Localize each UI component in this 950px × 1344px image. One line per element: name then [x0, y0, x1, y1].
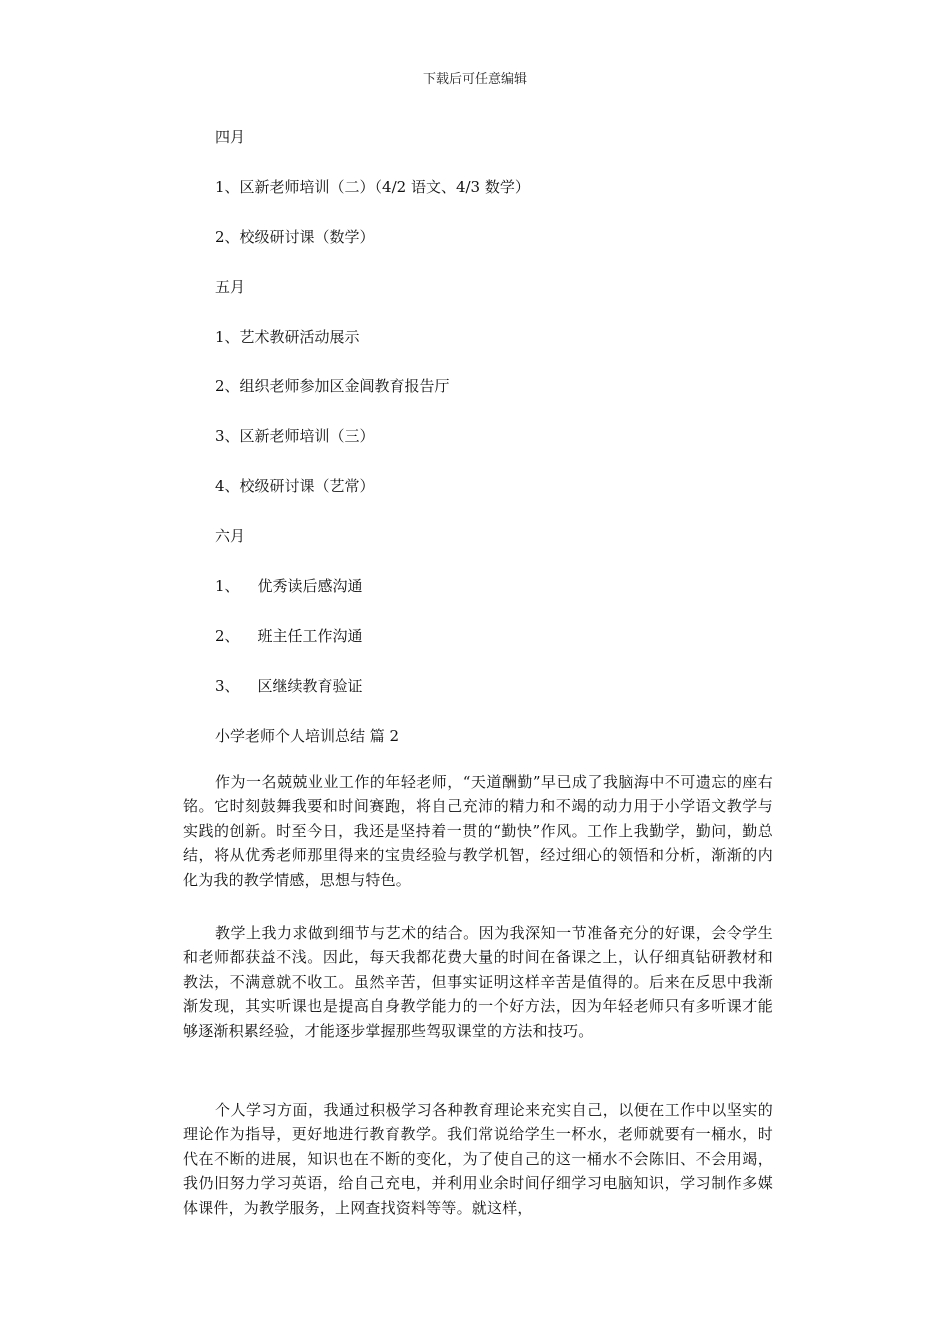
body-paragraph-1: 作为一名兢兢业业工作的年轻老师，“天道酬勤”早已成了我脑海中不可遗忘的座右铭。它时刻鼓舞我要和时间赛跑，将自己充沛的精力和不竭的动力用于小学语文教学与实践的创新。时至今日，我还是坚持着一贯的“勤快”作风。工作上我勤学，勤问，勤总结，将从优秀老师那里得来的宝贵经验与教学机智，经过细心的领悟和分析，渐渐的内化为我的教学情感，思想与特色。: [183, 773, 773, 889]
june-item-1: [215, 576, 363, 596]
may-item-1: 1、艺术教研活动展示: [215, 328, 360, 346]
june-item-number: 1、: [215, 577, 240, 595]
body-paragraph-3: 个人学习方面，我通过积极学习各种教育理论来充实自己，以便在工作中以坚实的理论作为指导，更好地进行教育教学。我们常说给学生一杯水，老师就要有一桶水，时代在不断的进展，知识也在不断的变化，为了使自己的这一桶水不会陈旧、不会用竭，我仍旧努力学习英语，给自己充电，并利用业余时间仔细学习电脑知识，学习制作多媒体课件，为教学服务，上网查找资料等等。就这样，: [183, 1101, 773, 1217]
june-item-number: 2、: [215, 627, 240, 645]
june-item-text: 优秀读后感沟通: [257, 577, 363, 595]
june-item-text: 区继续教育验证: [257, 677, 363, 695]
april-item-2: 2、校级研讨课（数学）: [215, 228, 375, 246]
may-item-3: 3、区新老师培训（三）: [215, 427, 375, 445]
month-heading-may: 五月: [215, 278, 246, 296]
may-item-2: 2、组织老师参加区金阊教育报告厅: [215, 377, 450, 395]
section-title: 小学老师个人培训总结 篇 2: [215, 727, 400, 745]
page-header: 下载后可任意编辑: [422, 72, 527, 87]
june-item-3: [215, 676, 363, 696]
body-paragraph-2: 教学上我力求做到细节与艺术的结合。因为我深知一节准备充分的好课，会令学生和老师都获益不浅。因此，每天我都花费大量的时间在备课之上，认仔细真钻研教材和教法，不满意就不收工。虽然辛苦，但事实证明这样辛苦是值得的。后来在反思中我渐渐发现，其实听课也是提高自身教学能力的一个好方法，因为年轻老师只有多听课才能够逐渐积累经验，才能逐步掌握那些驾驭课堂的方法和技巧。: [183, 924, 773, 1040]
month-heading-april: 四月: [215, 128, 246, 146]
june-item-text: 班主任工作沟通: [257, 627, 363, 645]
may-item-4: 4、校级研讨课（艺常）: [215, 477, 375, 495]
june-item-number: 3、: [215, 677, 240, 695]
month-heading-june: 六月: [215, 527, 246, 545]
june-item-2: [215, 626, 363, 646]
april-item-1: 1、区新老师培训（二）（4/2 语文、4/3 数学）: [215, 178, 530, 196]
